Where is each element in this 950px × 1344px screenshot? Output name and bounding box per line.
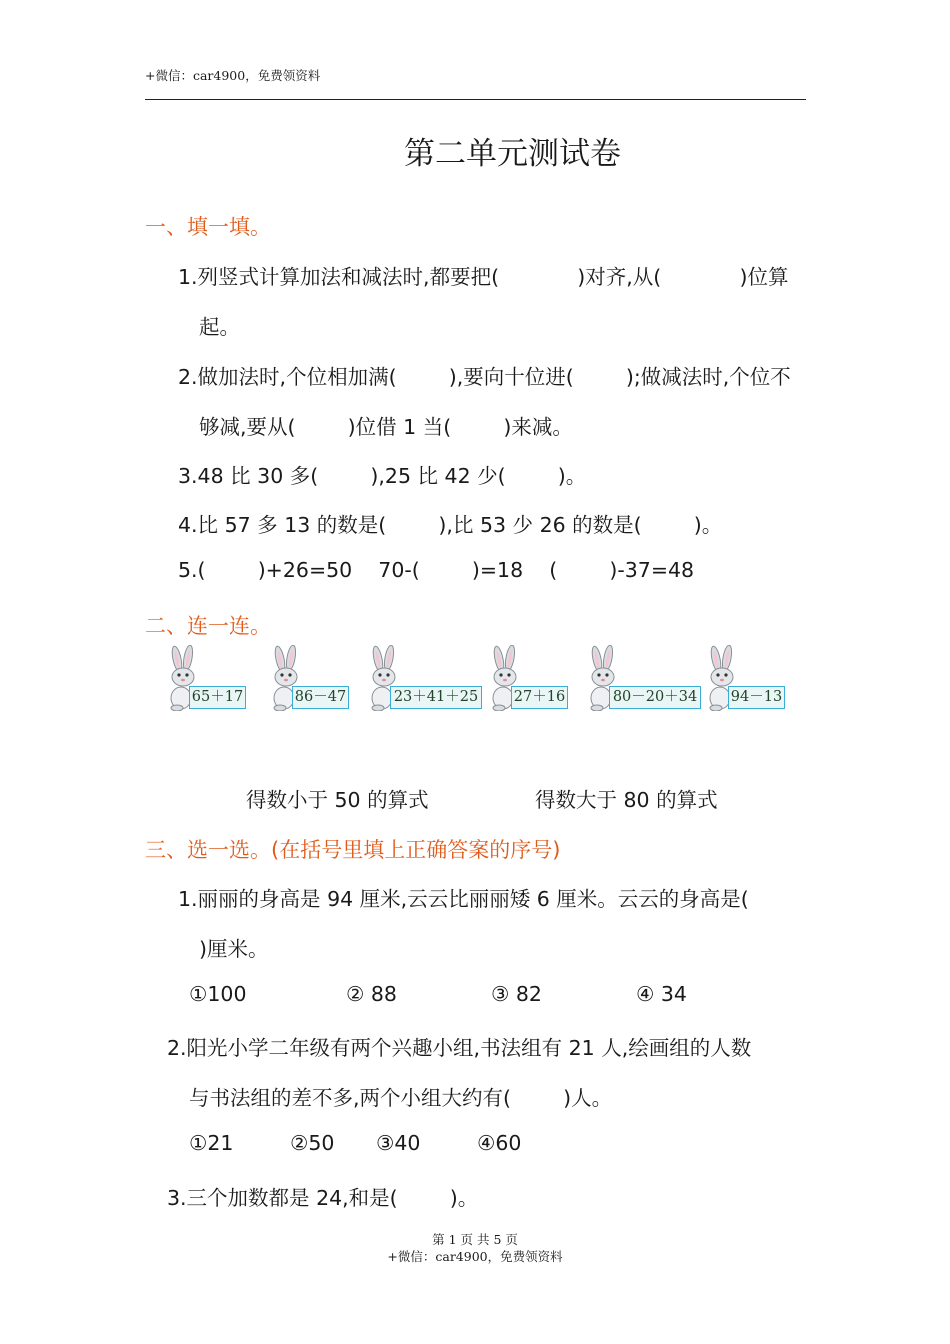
s3-q2-option-2: ②50: [290, 1131, 335, 1155]
s3-q1-option-1: ①100: [189, 982, 247, 1006]
expression-card: [165, 645, 248, 713]
header-text: +微信：car4900，免费领资料: [145, 68, 321, 83]
q3-line: 3.48 比 30 多( ),25 比 42 少( )。: [178, 464, 587, 488]
s3-q1-line-2: )厘米。: [199, 937, 269, 961]
label-greater-than-80: 得数大于 80 的算式: [535, 788, 718, 812]
expression-card: [585, 645, 703, 713]
section1-heading: 一、填一填。: [145, 215, 271, 239]
s3-q2-option-1: ①21: [189, 1131, 234, 1155]
s3-q2-line-2: 与书法组的差不多,两个小组大约有( )人。: [189, 1086, 613, 1110]
header-rule: [145, 99, 806, 100]
q2-line-2: 够减,要从( )位借 1 当( )来减。: [199, 415, 573, 439]
s3-q1-option-2: ② 88: [346, 982, 397, 1006]
expression-label: 65＋17: [189, 686, 246, 709]
footer-text: +微信：car4900，免费领资料: [387, 1249, 563, 1264]
page-number: 第 1 页 共 5 页: [432, 1232, 518, 1247]
expression-card: [487, 645, 570, 713]
s3-q3-line: 3.三个加数都是 24,和是( )。: [167, 1186, 479, 1210]
page-title: 第二单元测试卷: [404, 136, 621, 172]
q4-line: 4.比 57 多 13 的数是( ),比 53 少 26 的数是( )。: [178, 513, 723, 537]
q1-line-2: 起。: [199, 315, 240, 339]
expression-card: [268, 645, 351, 713]
s3-q2-option-4: ④60: [477, 1131, 522, 1155]
s3-q2-line-1: 2.阳光小学二年级有两个兴趣小组,书法组有 21 人,绘画组的人数: [167, 1036, 752, 1060]
expression-label: 94－13: [728, 686, 785, 709]
s3-q2-option-3: ③40: [376, 1131, 421, 1155]
q2-line-1: 2.做加法时,个位相加满( ),要向十位进( );做减法时,个位不: [178, 365, 791, 389]
expression-card: [366, 645, 484, 713]
expression-label: 27＋16: [511, 686, 568, 709]
expression-label: 86－47: [292, 686, 349, 709]
q1-line-1: 1.列竖式计算加法和减法时,都要把( )对齐,从( )位算: [178, 265, 789, 289]
s3-q1-option-4: ④ 34: [636, 982, 687, 1006]
s3-q1-line-1: 1.丽丽的身高是 94 厘米,云云比丽丽矮 6 厘米。云云的身高是(: [178, 887, 749, 911]
expression-card: [704, 645, 787, 713]
label-less-than-50: 得数小于 50 的算式: [246, 788, 429, 812]
expression-label: 80－20＋34: [609, 686, 701, 709]
section2-heading: 二、连一连。: [145, 614, 271, 638]
expression-label: 23＋41＋25: [390, 686, 482, 709]
s3-q1-option-3: ③ 82: [491, 982, 542, 1006]
q5-line: 5.( )+26=50 70-( )=18 ( )-37=48: [178, 558, 695, 582]
section3-heading: 三、选一选。(在括号里填上正确答案的序号): [145, 838, 561, 862]
